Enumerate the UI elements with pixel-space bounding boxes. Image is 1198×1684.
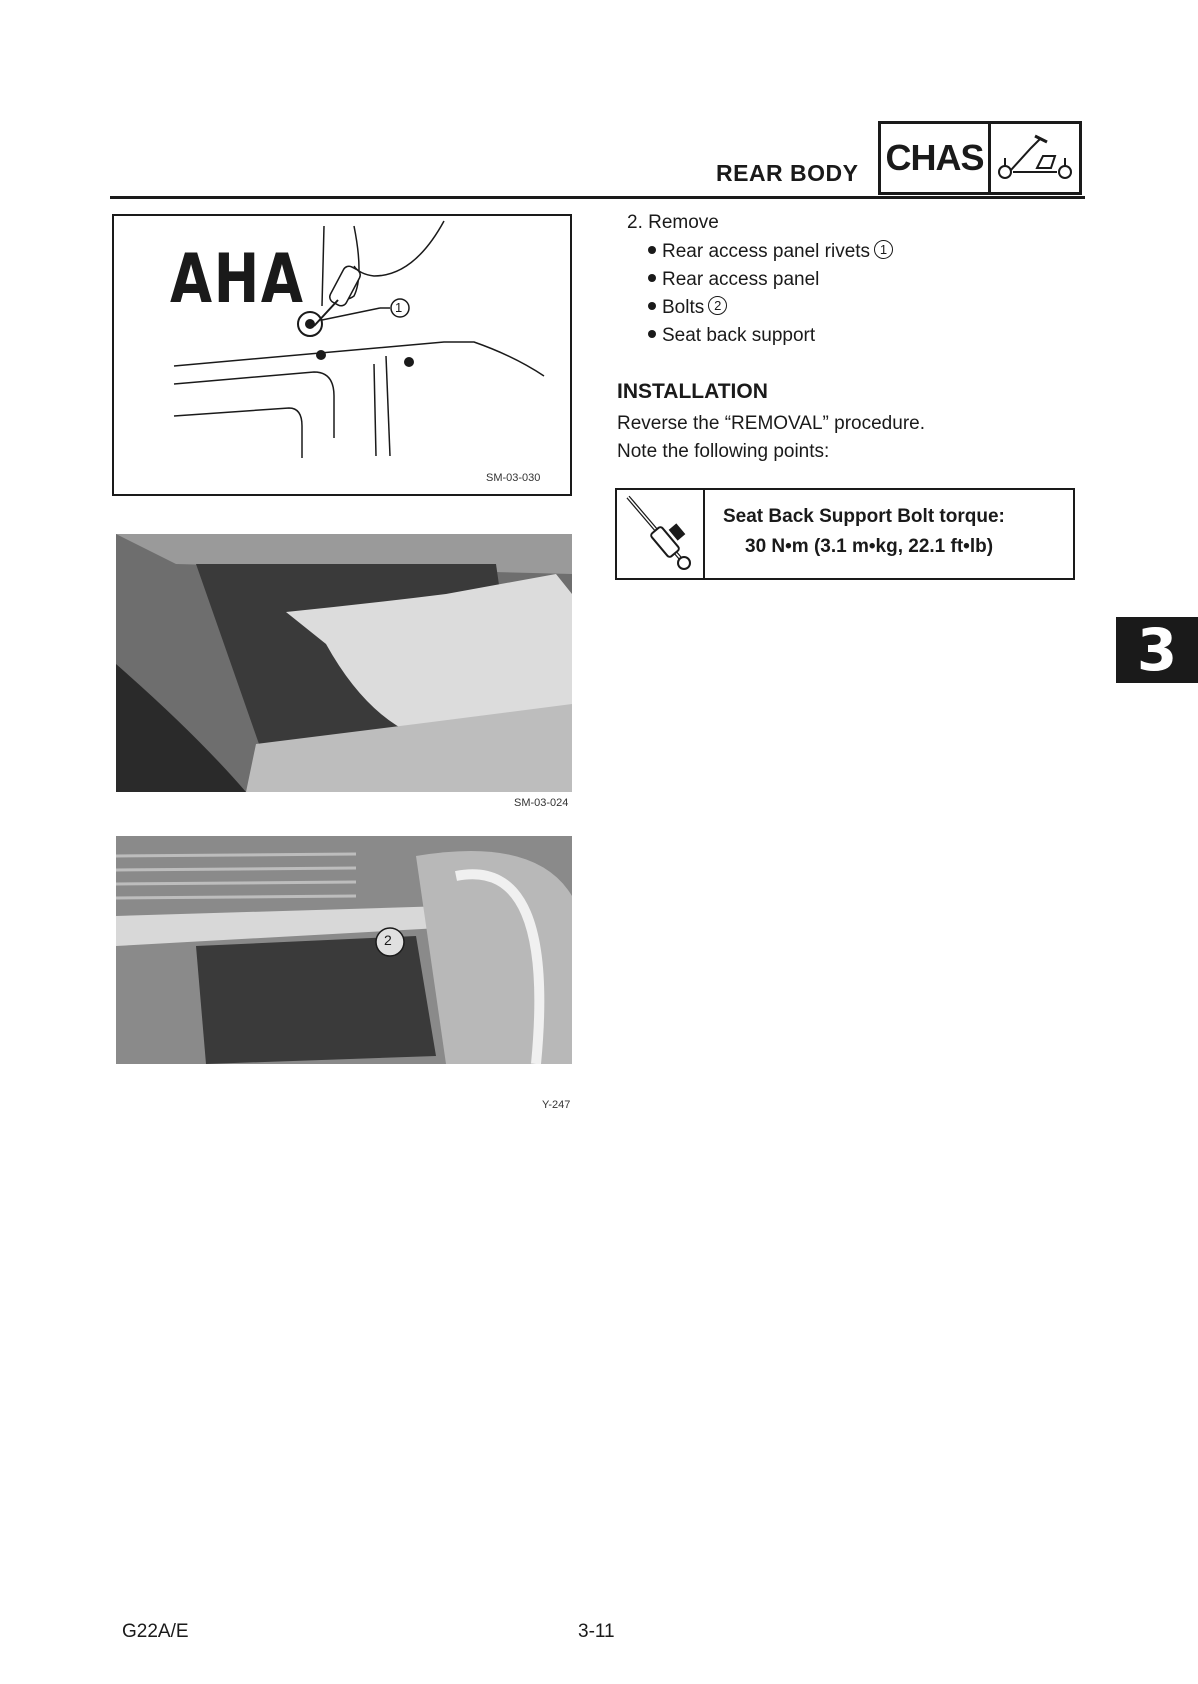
section-badge <box>878 121 1082 195</box>
removal-list <box>648 238 893 350</box>
figure-code: SM-03-030 <box>486 472 541 484</box>
figure-label: AHA <box>170 240 305 319</box>
chapter-tab: 3 <box>1116 617 1198 683</box>
installation-text: Reverse the “REMOVAL” procedure. Note the following points: <box>617 413 925 462</box>
callout-1: 1 <box>874 240 893 259</box>
torque-title: Seat Back Support Bolt torque: <box>723 506 1005 527</box>
torque-wrench-icon <box>617 490 705 578</box>
photo-seat-back-support-bolts <box>116 836 572 1064</box>
list-item: Rear access panel <box>648 266 893 294</box>
footer-model: G22A/E <box>122 1621 189 1642</box>
list-item: Seat back support <box>648 322 893 350</box>
section-title: REAR BODY <box>716 160 859 186</box>
header-rule <box>110 196 1085 199</box>
photo-code: Y-247 <box>542 1099 571 1111</box>
photo-rear-access-panel-removal <box>116 534 572 792</box>
badge-label: CHAS <box>881 124 991 192</box>
callout-2: 2 <box>384 932 392 948</box>
list-item: Bolts 2 <box>648 294 893 322</box>
callout-2: 2 <box>708 296 727 315</box>
photo-code: SM-03-024 <box>514 797 569 809</box>
callout-1: 1 <box>395 300 403 315</box>
page-number: 3-11 <box>578 1621 615 1642</box>
chassis-icon <box>991 124 1079 192</box>
step-heading: 2. Remove <box>627 212 719 233</box>
torque-value: 30 N•m (3.1 m•kg, 22.1 ft•lb) <box>745 536 994 557</box>
torque-spec-box <box>615 488 1075 580</box>
list-item: Rear access panel rivets 1 <box>648 238 893 266</box>
installation-heading: INSTALLATION <box>617 380 768 403</box>
